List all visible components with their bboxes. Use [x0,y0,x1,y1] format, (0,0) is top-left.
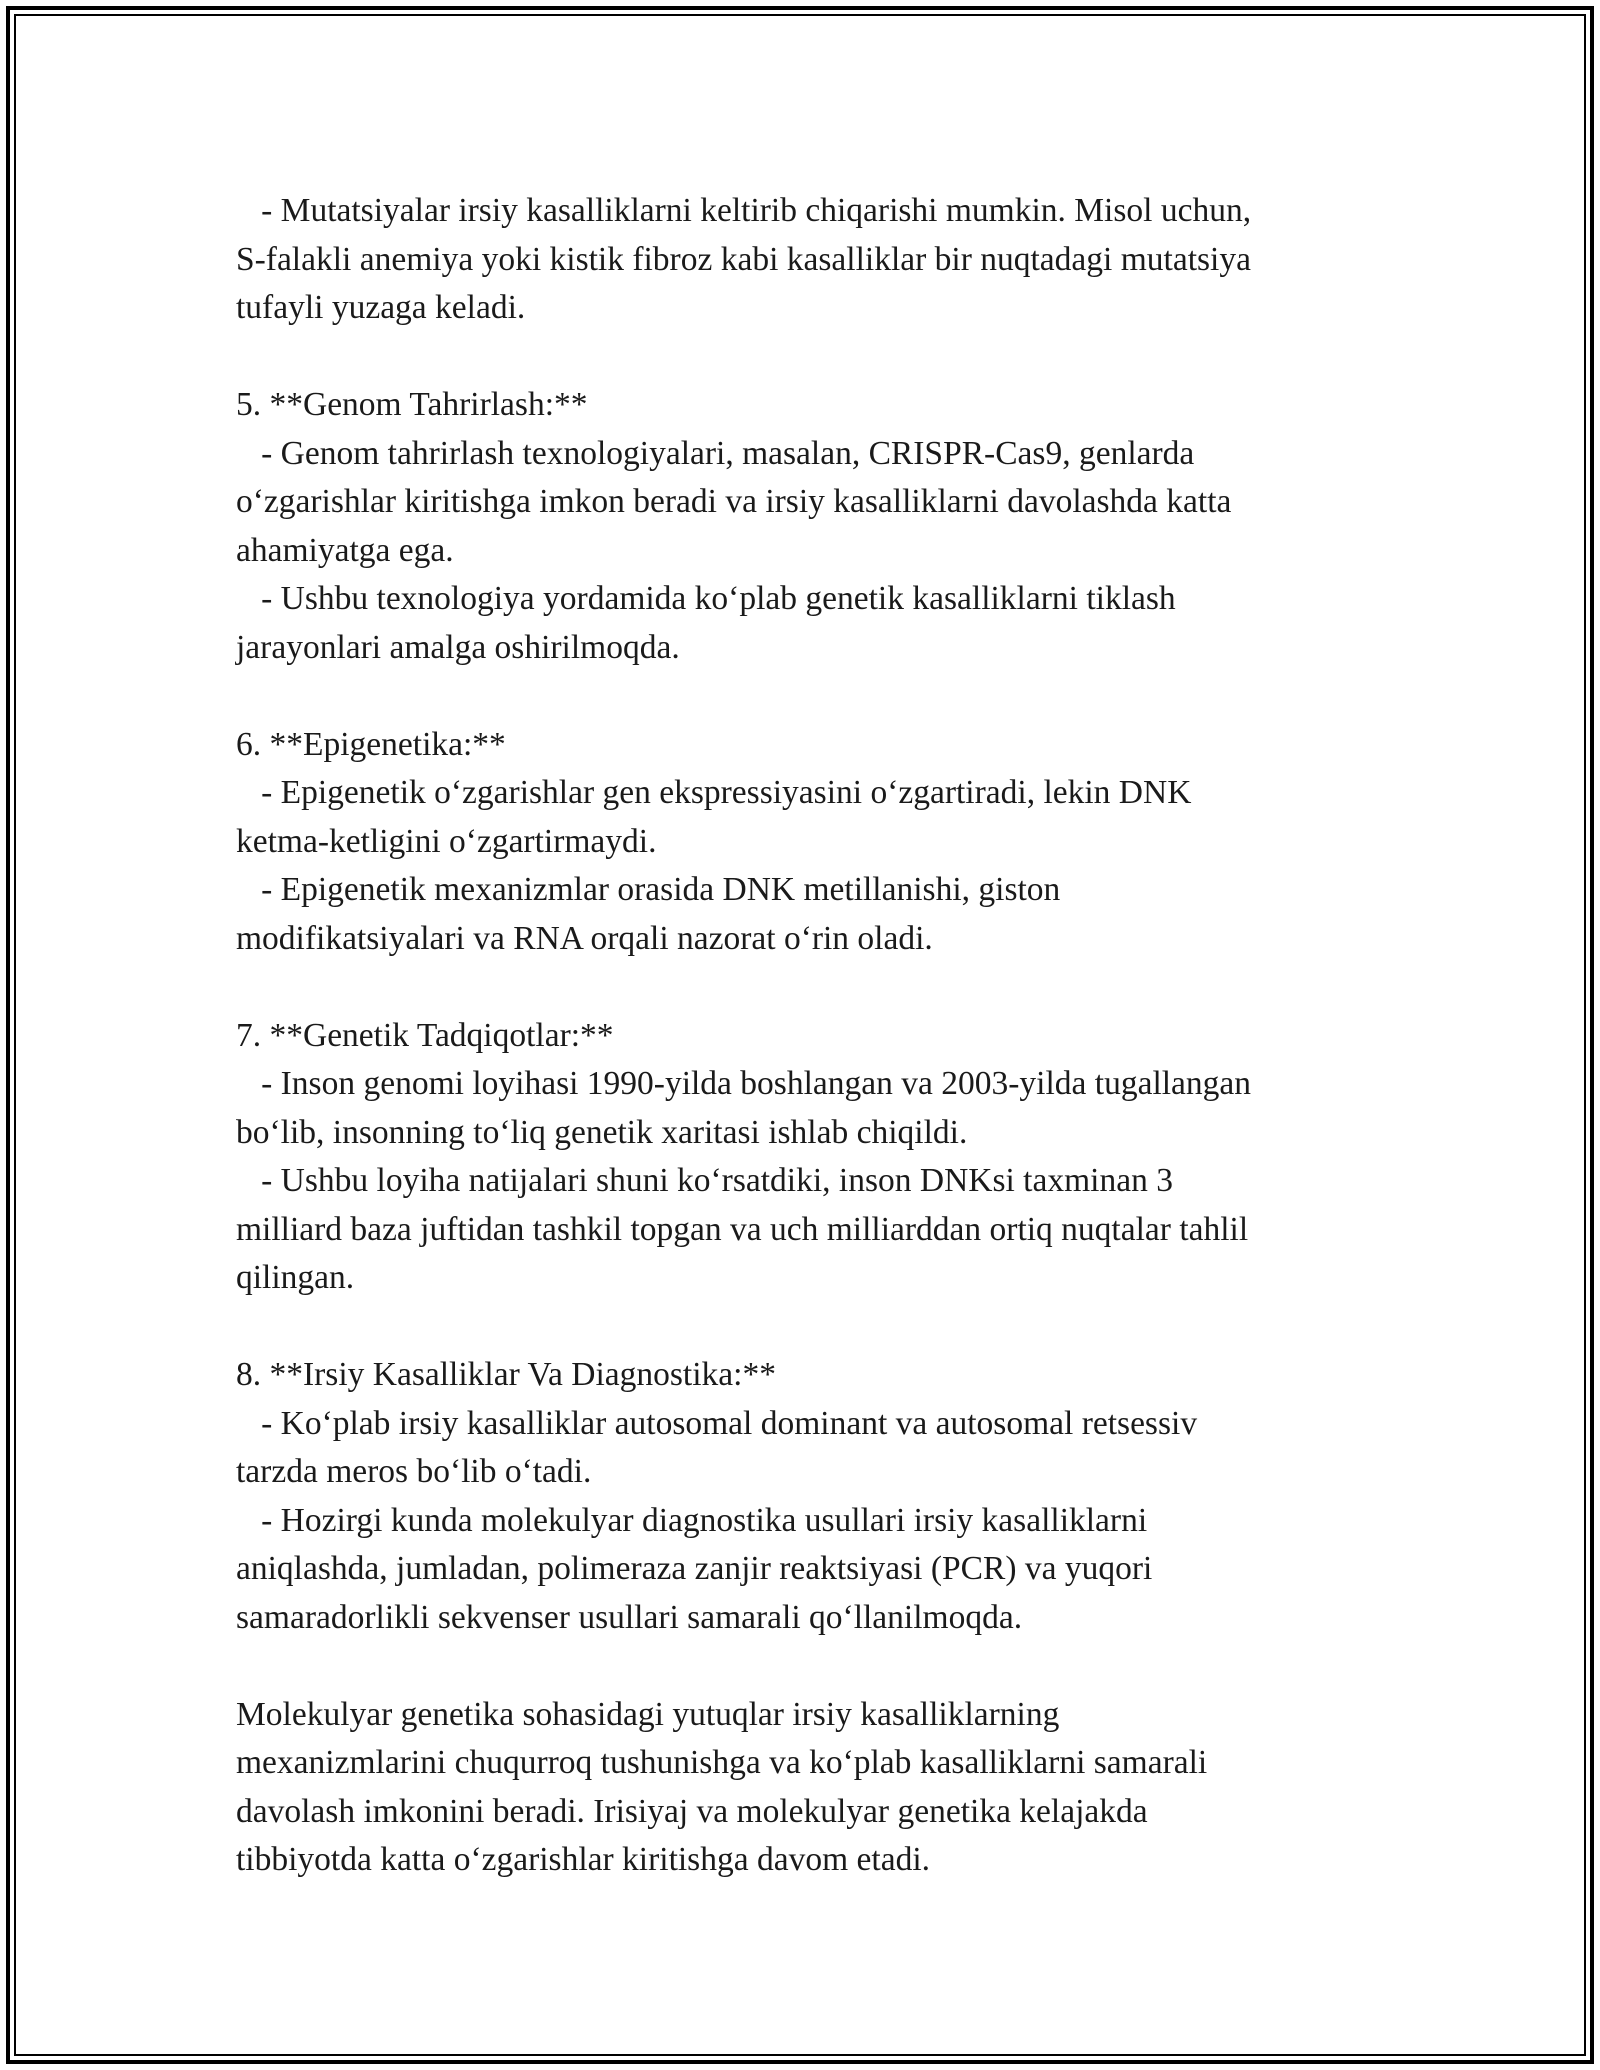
text-line: davolash imkonini beradi. Irisiyaj va molekulyar genetika kelajakda [236,1792,1148,1830]
text-block [236,381,1416,672]
text-line: qilingan. [236,1259,355,1296]
text-line: tarzda meros bo‘lib o‘tadi. [236,1453,592,1490]
text-line: - Epigenetik o‘zgarishlar gen ekspressiyasini o‘zgartiradi, lekin DNK [236,774,1192,811]
text-line: modifikatsiyalari va RNA orqali nazorat o‘rin oladi. [236,919,933,957]
text-line: bo‘lib, insonning to‘liq genetik xaritasi ishlab chiqildi. [236,1113,968,1151]
text-block [236,1012,1416,1303]
text-line: - Genom tahrirlash texnologiyalari, masalan, CRISPR-Cas9, genlarda [236,434,1195,472]
text-line: jarayonlari amalga oshirilmoqda. [236,628,680,666]
text-line: - Ko‘plab irsiy kasalliklar autosomal dominant va autosomal retsessiv [236,1404,1198,1442]
text-block [236,721,1416,964]
text-block [236,1351,1416,1642]
paragraph-gap [236,963,1416,1012]
paragraph-gap [236,1642,1416,1691]
text-line: Molekulyar genetika sohasidagi yutuqlar irsiy kasalliklarning [236,1695,1060,1733]
paragraph-gap [236,333,1416,382]
text-block [236,187,1416,333]
text-line: - Ushbu texnologiya yordamida ko‘plab genetik kasalliklarni tiklash [236,580,1176,617]
text-line: - Hozirgi kunda molekulyar diagnostika usullari irsiy kasalliklarni [236,1501,1148,1539]
text-line: ketma-ketligini o‘zgartirmaydi. [236,822,657,860]
text-line: mexanizmlarini chuqurroq tushunishga va ko‘plab kasalliklarni samarali [236,1744,1208,1781]
text-line: 6. **Epigenetika:** [236,725,506,763]
paragraph-gap [236,672,1416,721]
text-block [236,1691,1416,1885]
text-line: aniqlashda, jumladan, polimeraza zanjir reaktsiyasi (PCR) va yuqori [236,1550,1153,1587]
text-line: ahamiyatga ega. [236,531,454,569]
paragraph-gap [236,1303,1416,1352]
text-line: - Mutatsiyalar irsiy kasalliklarni keltirib chiqarishi mumkin. Misol uchun, [236,192,1252,229]
text-line: milliard baza juftidan tashkil topgan va uch milliarddan ortiq nuqtalar tahlil [236,1210,1249,1248]
text-line: tufayli yuzaga keladi. [236,289,526,326]
text-line: o‘zgarishlar kiritishga imkon beradi va irsiy kasalliklarni davolashda katta [236,483,1232,520]
text-line: samaradorlikli sekvenser usullari samarali qo‘llanilmoqda. [236,1598,1023,1636]
text-line: tibbiyotda katta o‘zgarishlar kiritishga davom etadi. [236,1841,930,1878]
text-line: - Inson genomi loyihasi 1990-yilda boshlangan va 2003-yilda tugallangan [236,1065,1252,1102]
text-line: 8. **Irsiy Kasalliklar Va Diagnostika:** [236,1356,776,1393]
text-line: - Ushbu loyiha natijalari shuni ko‘rsatdiki, inson DNKsi taxminan 3 [236,1162,1173,1199]
text-line: 5. **Genom Tahrirlash:** [236,386,588,423]
text-line: 7. **Genetik Tadqiqotlar:** [236,1016,614,1054]
text-line: - Epigenetik mexanizmlar orasida DNK metillanishi, giston [236,871,1061,908]
document-body [236,187,1416,1885]
text-line: S-falakli anemiya yoki kistik fibroz kabi kasalliklar bir nuqtadagi mutatsiya [236,240,1251,278]
